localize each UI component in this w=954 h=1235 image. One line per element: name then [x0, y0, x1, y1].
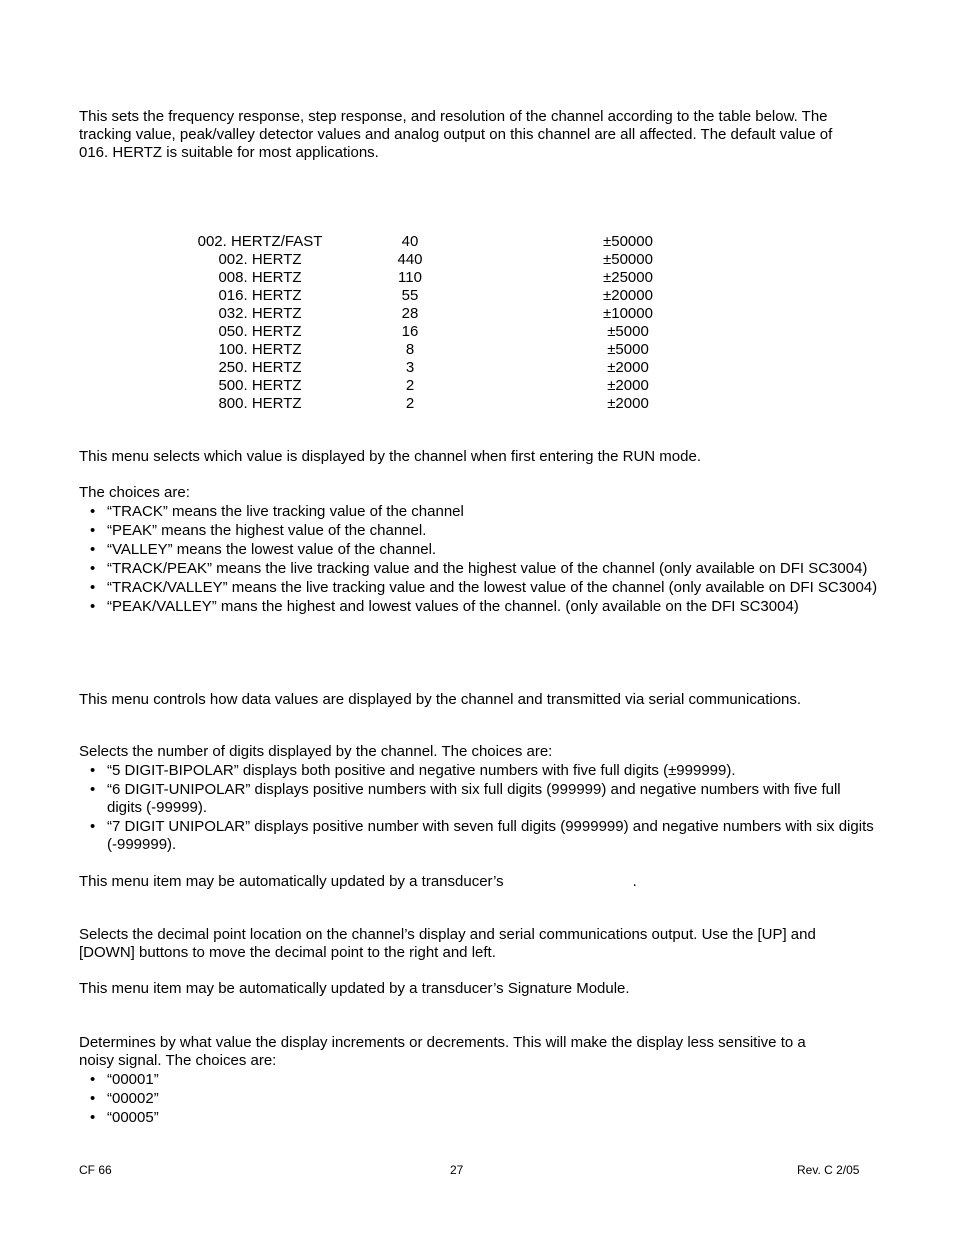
- filter-resolution: ±2000: [607, 377, 649, 394]
- filter-value: 40: [401, 233, 419, 250]
- filter-resolution: ±20000: [603, 287, 653, 304]
- filter-value: 3: [405, 359, 415, 376]
- footer-doc-id: CF 66: [79, 1163, 112, 1177]
- bullet-icon: •: [90, 579, 96, 596]
- filter-setting: 016. HERTZ: [218, 287, 302, 304]
- list-item-text: “PEAK” means the highest value of the channel.: [107, 522, 427, 539]
- intro-line: 016. HERTZ is suitable for most applications.: [79, 144, 379, 161]
- list-item-text: “00002”: [107, 1090, 159, 1107]
- bullet-icon: •: [90, 522, 96, 539]
- footer-page-number: 27: [450, 1163, 464, 1177]
- bullet-icon: •: [90, 503, 96, 520]
- decimal-note: This menu item may be automatically updated by a transducer’s Signature Module.: [79, 980, 630, 997]
- count-by-line: noisy signal. The choices are:: [79, 1052, 277, 1069]
- filter-value: 28: [401, 305, 419, 322]
- filter-setting: 008. HERTZ: [218, 269, 302, 286]
- intro-line: This sets the frequency response, step response, and resolution of the channel according to the table below. The: [79, 108, 828, 125]
- digits-choices-list: [79, 762, 879, 854]
- filter-value: 55: [401, 287, 419, 304]
- list-item: [79, 503, 879, 521]
- bullet-icon: •: [90, 1090, 96, 1107]
- table-row: [0, 305, 954, 323]
- list-item-text: “00005”: [107, 1109, 159, 1126]
- digits-note-end: .: [632, 873, 637, 890]
- table-row: [0, 287, 954, 305]
- list-item-text: “VALLEY” means the lowest value of the channel.: [107, 541, 437, 558]
- filter-resolution: ±2000: [607, 359, 649, 376]
- display-choices-list: [79, 503, 879, 616]
- bullet-icon: •: [90, 560, 96, 577]
- intro-line: tracking value, peak/valley detector values and analog output on this channel are all affected. The default value of: [79, 126, 833, 143]
- filter-resolution: ±50000: [603, 233, 653, 250]
- filter-setting: 800. HERTZ: [218, 395, 302, 412]
- bullet-icon: •: [90, 781, 96, 798]
- decimal-paragraph: [79, 926, 879, 962]
- filter-setting: 032. HERTZ: [218, 305, 302, 322]
- filter-value: 2: [405, 395, 415, 412]
- table-row: [0, 233, 954, 251]
- list-item: [79, 1090, 879, 1108]
- digits-note: [79, 873, 879, 891]
- count-by-line: Determines by what value the display increments or decrements. This will make the display less sensitive to a: [79, 1034, 806, 1051]
- list-item-text: “7 DIGIT UNIPOLAR” displays positive number with seven full digits (9999999) and negative numbers with six digits (-999999).: [107, 818, 874, 853]
- filter-setting: 250. HERTZ: [218, 359, 302, 376]
- list-item-text: “TRACK/PEAK” means the live tracking value and the highest value of the channel (only available on DFI SC3004): [107, 560, 868, 577]
- filter-resolution: ±50000: [603, 251, 653, 268]
- filter-value: 16: [401, 323, 419, 340]
- list-item: [79, 1071, 879, 1089]
- filter-setting: 002. HERTZ/FAST: [197, 233, 323, 250]
- bullet-icon: •: [90, 598, 96, 615]
- list-item-text: “6 DIGIT-UNIPOLAR” displays positive numbers with six full digits (999999) and negative numbers with five full digits (-99999).: [107, 781, 841, 816]
- list-item-text: “TRACK/VALLEY” means the live tracking value and the lowest value of the channel (only available on DFI SC3004): [107, 579, 878, 596]
- list-item: [79, 818, 879, 854]
- list-item: [79, 522, 879, 540]
- bullet-icon: •: [90, 818, 96, 835]
- count-by-choices-list: [79, 1071, 879, 1127]
- bullet-icon: •: [90, 541, 96, 558]
- list-item: [79, 1109, 879, 1127]
- list-item: [79, 541, 879, 559]
- list-item: [79, 598, 879, 616]
- filter-resolution: ±25000: [603, 269, 653, 286]
- list-item-text: “TRACK” means the live tracking value of the channel: [107, 503, 464, 520]
- filter-value: 440: [397, 251, 423, 268]
- digits-note-text: This menu item may be automatically updated by a transducer’s: [79, 873, 504, 890]
- table-row: [0, 359, 954, 377]
- display-select-text: This menu selects which value is displayed by the channel when first entering the RUN mode.: [79, 448, 701, 465]
- bullet-icon: •: [90, 1071, 96, 1088]
- table-row: [0, 377, 954, 395]
- digits-text: Selects the number of digits displayed by the channel. The choices are:: [79, 743, 553, 760]
- filter-value: 8: [405, 341, 415, 358]
- list-item: [79, 781, 879, 817]
- table-row: [0, 269, 954, 287]
- intro-paragraph: [79, 108, 879, 162]
- bullet-icon: •: [90, 1109, 96, 1126]
- table-row: [0, 323, 954, 341]
- filter-value: 2: [405, 377, 415, 394]
- filter-setting: 500. HERTZ: [218, 377, 302, 394]
- filter-setting: 100. HERTZ: [218, 341, 302, 358]
- choices-label: The choices are:: [79, 484, 190, 501]
- list-item-text: “PEAK/VALLEY” mans the highest and lowest values of the channel. (only available on the DFI SC3004): [107, 598, 799, 615]
- format-text: This menu controls how data values are displayed by the channel and transmitted via serial communications.: [79, 691, 802, 708]
- footer-revision: Rev. C 2/05: [797, 1163, 860, 1177]
- bullet-icon: •: [90, 762, 96, 779]
- decimal-line: [DOWN] buttons to move the decimal point to the right and left.: [79, 944, 496, 961]
- filter-setting: 002. HERTZ: [218, 251, 302, 268]
- filter-resolution: ±5000: [607, 323, 649, 340]
- list-item-text: “5 DIGIT-BIPOLAR” displays both positive and negative numbers with five full digits (±999999).: [107, 762, 736, 779]
- count-by-paragraph: [79, 1034, 879, 1070]
- list-item: [79, 560, 879, 578]
- decimal-line: Selects the decimal point location on the channel’s display and serial communications output. Use the [UP] and: [79, 926, 816, 943]
- filter-resolution: ±2000: [607, 395, 649, 412]
- table-row: [0, 395, 954, 413]
- filter-resolution: ±5000: [607, 341, 649, 358]
- list-item: [79, 579, 879, 597]
- filter-value: 110: [398, 269, 422, 286]
- filter-setting: 050. HERTZ: [218, 323, 302, 340]
- filter-resolution: ±10000: [603, 305, 653, 322]
- list-item-text: “00001”: [107, 1071, 159, 1088]
- table-row: [0, 341, 954, 359]
- table-row: [0, 251, 954, 269]
- list-item: [79, 762, 879, 780]
